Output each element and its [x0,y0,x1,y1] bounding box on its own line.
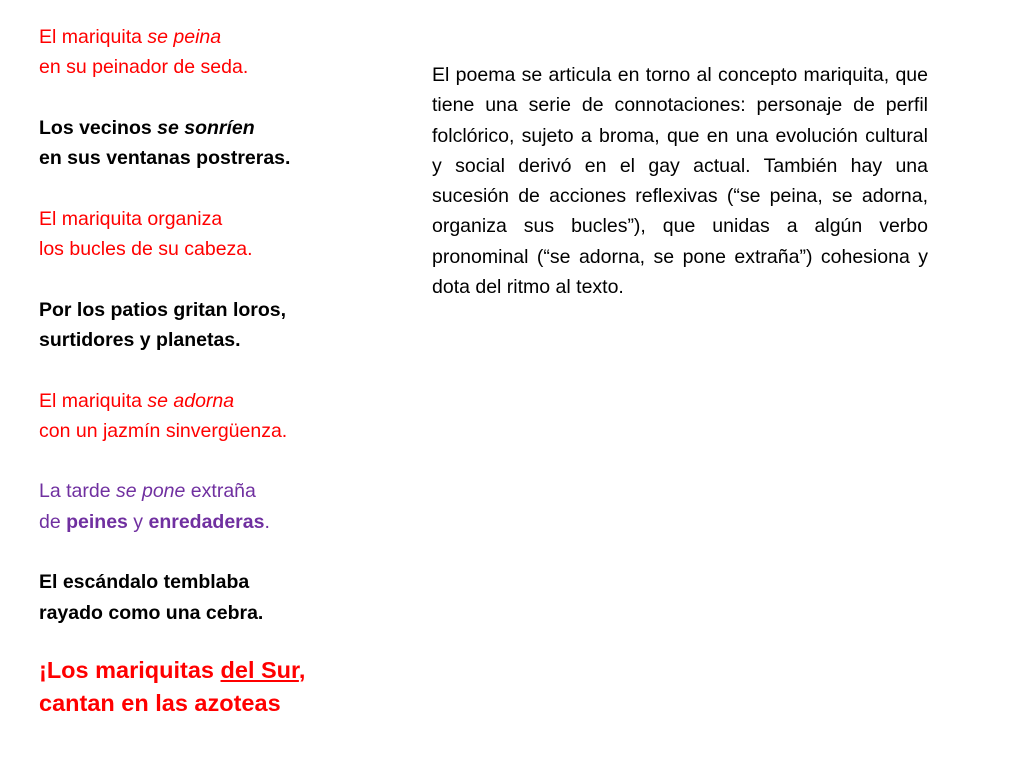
stanza-7 [39,567,409,628]
stanza-8 [39,654,409,720]
poem-text-bold: enredaderas [148,510,265,533]
poem-line [39,507,409,537]
poem-line: surtidores y planetas. [39,328,241,351]
poem-text-italic: se sonríen [157,116,255,139]
poem-line: en sus ventanas postreras. [39,147,291,170]
stanza-2 [39,113,409,174]
stanza-6 [39,476,409,537]
poem-line [39,22,409,52]
poem-line: Por los patios gritan loros, [39,298,287,321]
poem-text: de [39,510,67,533]
poem-text: El mariquita [39,26,148,48]
poem-text: y [127,510,149,533]
poem-line: cantan en las azoteas [39,690,281,717]
poem-line [39,654,409,687]
poem-text-underlined: del Sur [220,657,299,684]
poem-line: El escándalo temblaba [39,571,250,594]
commentary-paragraph: El poema se articula en torno al concepto mariquita, que tiene una serie de connotaciones: personaje de perfil folclórico, sujeto a broma, que en una evolución cultural y social derivó en el gay actual. También hay una sucesión de acciones reflexivas (“se peina, se adorna, organiza sus bucles”), que unidas a algún verbo pronominal (“se adorna, se pone extraña”) cohesiona y dota del ritmo al texto. [432,64,928,299]
poem-text-italic: se adorna [147,389,235,412]
poem-text: . [264,510,270,533]
poem-text: extraña [185,480,256,503]
stanza-1 [39,22,409,83]
poem-line: rayado como una cebra. [39,601,264,624]
poem-line [39,113,409,143]
poem-text-italic: se peina [147,26,222,48]
poem-line [39,476,409,506]
poem-text: Los vecinos [39,116,158,139]
stanza-3 [39,204,409,265]
poem-line: en su peinador de seda. [39,56,249,79]
poem-text: El mariquita [39,389,148,412]
poem [39,22,409,751]
poem-line: con un jazmín sinvergüenza. [39,419,288,442]
stanza-5 [39,386,409,447]
poem-text-bold: peines [66,510,128,533]
poem-text: La tarde [39,480,116,503]
poem-text: ¡Los mariquitas [39,657,221,684]
poem-text: , [298,657,306,684]
poem-line: los bucles de su cabeza. [39,238,253,261]
poem-text-italic: se pone [115,480,186,503]
poem-line [39,386,409,416]
poem-line: El mariquita organiza [39,207,223,230]
stanza-4 [39,295,409,356]
